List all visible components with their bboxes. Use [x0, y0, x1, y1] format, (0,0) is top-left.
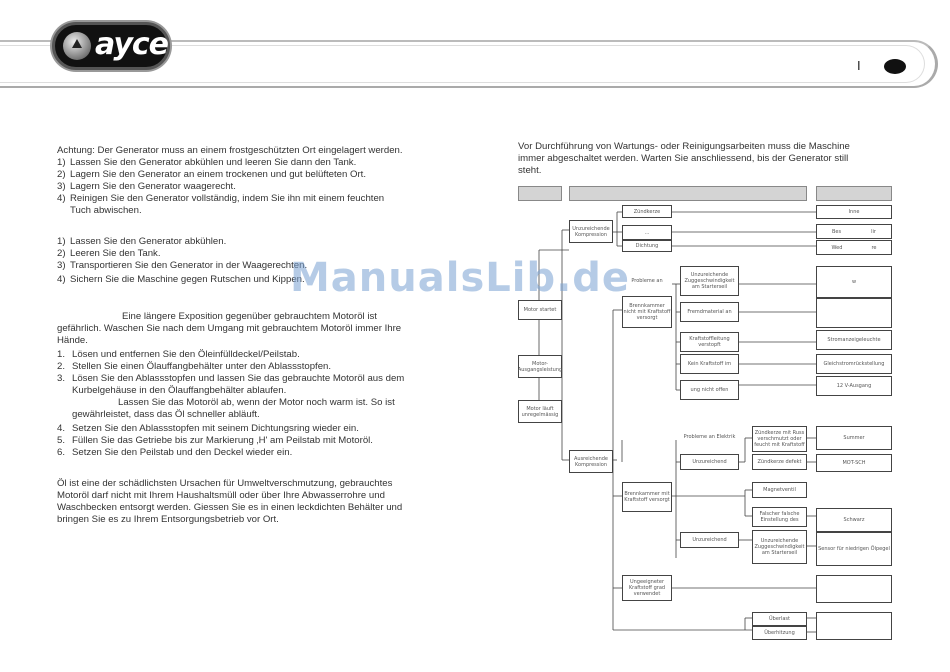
transport-step: Leeren Sie den Tank. [70, 248, 161, 259]
flow-node-motor-ausgang: Motor-Ausgangsleistung [518, 355, 562, 378]
env-note-line: Öl ist eine der schädlichsten Ursachen für Umweltverschmutzung, gebrauchtes [57, 478, 393, 489]
transport-step: Sichern Sie die Maschine gegen Rutschen und Kippen. [70, 274, 305, 285]
oil-warning-line: Hände. [57, 335, 88, 346]
result-cell: Inne [816, 205, 892, 219]
storage-step: Lagern Sie den Generator an einem trockenen und gut belüfteten Ort. [70, 169, 367, 180]
flow-node-zuggeschwindigkeit-2: Unzureichende Zuggeschwindigkeit am Starterseil [752, 530, 807, 564]
result-cell: Summer [816, 426, 892, 450]
env-note-line: Waschbecken entsorgt werden. Giessen Sie es in einen leckdichten Behälter und [57, 502, 403, 513]
result-cell: MOT-SCH [816, 454, 892, 472]
oil-step-cont: Lassen Sie das Motoröl ab, wenn der Motor noch warm ist. So ist [118, 397, 395, 408]
maintenance-intro-line: steht. [518, 165, 542, 176]
storage-step-num: 3) [57, 181, 66, 192]
env-note-line: bringen Sie es zu Ihrem Entsorgungsbetrieb vor Ort. [57, 514, 279, 525]
oil-step-num: 4. [57, 423, 66, 434]
result-cell [816, 298, 892, 328]
result-cell: Sensor für niedrigen Ölpegel [816, 532, 892, 566]
flow-node-zuendkerze: Zündkerze [622, 205, 672, 218]
flow-node-probleme-elektrik: Probleme an Elektrik [683, 434, 736, 440]
flow-node-zuendkerze-russ: Zündkerze mit Russ verschmutzt oder feucht mit Kraftstoff [752, 426, 807, 452]
result-cell-text: lir [871, 228, 876, 235]
oil-warning-line: gefährlich. Waschen Sie nach dem Umgang mit gebrauchtem Motoröl immer Ihre [57, 323, 402, 334]
oil-step: Setzen Sie den Ablassstopfen mit seinem Dichtungsring wieder ein. [72, 423, 359, 434]
result-cell-text: re [871, 244, 877, 251]
flow-node-motor-unregelmaessig: Motor läuft unregelmässig [518, 400, 562, 423]
watermark-text: ManualsLib.de [290, 255, 631, 301]
oil-step-num: 5. [57, 435, 66, 446]
storage-step-num: 4) [57, 193, 66, 204]
oil-step-num: 2. [57, 361, 66, 372]
transport-step-num: 3) [57, 260, 66, 271]
oil-step-num: 6. [57, 447, 66, 458]
result-cell: Schwarz [816, 508, 892, 532]
flow-node-zuendkerze-sub: ... [622, 225, 672, 240]
flow-node-motor-startet: Motor startet [518, 300, 562, 320]
result-cell: Stromanzeigeleuchte [816, 330, 892, 350]
flow-node-brennkammer: Brennkammer nicht mit Kraftstoff versorgt [622, 296, 672, 328]
storage-intro: Achtung: Der Generator muss an einem frostgeschützten Ort eingelagert werden. [57, 145, 403, 156]
flow-node-zuendkerze-defekt: Zündkerze defekt [752, 454, 807, 470]
env-note-line: Motoröl darf nicht mit Ihrem Haushaltsmüll oder über Ihre Abwasserrohre und [57, 490, 385, 501]
oil-step: Stellen Sie einen Ölauffangbehälter unter den Ablassstopfen. [72, 361, 332, 372]
storage-step-num: 1) [57, 157, 66, 168]
oil-step-cont: Kurbelgehäuse in den Ölauffangbehälter ablaufen. [72, 385, 287, 396]
result-cell-text: Wed [831, 244, 843, 251]
transport-step: Lassen Sie den Generator abkühlen. [70, 236, 227, 247]
storage-step: Reinigen Sie den Generator vollständig, indem Sie ihn mit einem feuchten [70, 193, 385, 204]
oil-step-num: 3. [57, 373, 66, 384]
flow-node-zuggeschwindigkeit: Unzureichende Zuggeschwindigkeit am Starterseil [680, 266, 739, 296]
result-cell [816, 612, 892, 640]
result-cell: Gleichstromrückstellung [816, 354, 892, 374]
oil-step: Lösen und entfernen Sie den Öleinfülldeckel/Peilstab. [72, 349, 300, 360]
flow-node-fremdmaterial: Fremdmaterial an [680, 302, 739, 322]
flow-node-dichtung: Dichtung [622, 240, 672, 252]
flow-node-magnetventil: Magnetventil [752, 482, 807, 498]
flow-node-kein-kraftstoff: Kein Kraftstoff im [680, 354, 739, 374]
flow-node-unzureichende-kompression: Unzureichende Kompression [569, 220, 613, 243]
flow-node-kraftstoffhahn: ung nicht offen [680, 380, 739, 400]
flow-node-unzureichend-2: Unzureichend [680, 532, 739, 548]
maintenance-intro-line: immer abgeschaltet werden. Warten Sie anschliessend, bis der Generator still [518, 153, 849, 164]
flow-node-ausreichende-kompression: Ausreichende Kompression [569, 450, 613, 473]
oil-step: Setzen Sie den Peilstab und den Deckel wieder ein. [72, 447, 293, 458]
storage-step: Lassen Sie den Generator abkühlen und leeren Sie dann den Tank. [70, 157, 357, 168]
flow-node-einstellung: Falscher falsche Einstellung des [752, 507, 807, 527]
oil-step: Lösen Sie den Ablassstopfen und lassen Sie das gebrauchte Motoröl aus dem [72, 373, 405, 384]
oil-step: Füllen Sie das Getriebe bis zur Markierung ‚H' am Peilstab mit Motoröl. [72, 435, 373, 446]
brand-name: ayce [95, 27, 169, 62]
storage-step-num: 2) [57, 169, 66, 180]
result-cell-text: Bes [832, 228, 842, 235]
storage-step-cont: Tuch abwischen. [70, 205, 142, 216]
flow-node-kraftstoffleitung: Kraftstoffleitung verstopft [680, 332, 739, 352]
oil-step-num: 1. [57, 349, 66, 360]
page-number: I [857, 58, 861, 73]
result-cell: w [816, 266, 892, 298]
result-cell: 12 V-Ausgang [816, 376, 892, 396]
flow-node-probleme: Probleme an [631, 278, 663, 284]
transport-step-num: 2) [57, 248, 66, 259]
flow-node-unzureichend: Unzureichend [680, 454, 739, 470]
flow-node-kraftstoff-ungeeignet: Ungeeigneter Kraftstoff grad verwendet [622, 575, 672, 601]
flow-node-ueberlast: Überlast [752, 612, 807, 626]
flow-node-brennkammer-versorgt: Brennkammer mit Kraftstoff versorgt [622, 482, 672, 512]
transport-step: Transportieren Sie den Generator in der Waagerechten. [70, 260, 308, 271]
transport-step-num: 4) [57, 274, 66, 285]
result-cell [816, 240, 892, 255]
transport-step-num: 1) [57, 236, 66, 247]
maintenance-intro-line: Vor Durchführung von Wartungs- oder Reinigungsarbeiten muss die Maschine [518, 141, 850, 152]
oil-warning-line: Eine längere Exposition gegenüber gebrauchtem Motoröl ist [122, 311, 377, 322]
result-cell [816, 224, 892, 239]
storage-step: Lagern Sie den Generator waagerecht. [70, 181, 236, 192]
result-cell [816, 575, 892, 603]
oil-step-cont: gewährleistet, dass das Öl schneller abläuft. [72, 409, 260, 420]
flow-node-ueberhitzung: Überhitzung [752, 626, 807, 640]
